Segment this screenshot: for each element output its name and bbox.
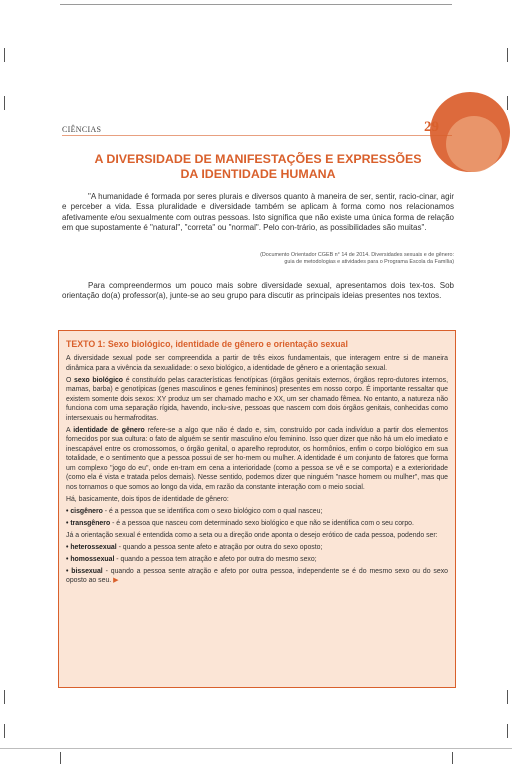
term-biological-sex: sexo biológico xyxy=(74,376,124,384)
term-homosexual: • homossexual xyxy=(66,555,115,563)
list-item-heterosexual: • heterossexual - quando a pessoa sente afeto e atração por outra do sexo oposto; xyxy=(66,543,323,551)
page-title xyxy=(62,152,454,182)
section-label: CIÊNCIAS xyxy=(62,125,102,134)
term-transgender: • transgênero xyxy=(66,519,111,527)
list-item-homosexual: • homossexual - quando a pessoa tem atração e afeto por outra do mesmo sexo; xyxy=(66,555,317,563)
paragraph-gender-identity: A identidade de gênero refere-se a algo que não é dado e, sim, construído por cada indivíduo a partir dos elementos fornecidos por sua cultura: o fato de alguém se sentir masculino e/ou feminino. Isso quer dizer que não há um elo imediato e inescapável entre os cromossomos, o órgão genital, o aparelho reprodutor, os hormônios, enfim o corpo biológico em sua totalidade, e o sentimento que a pessoa possui de ser ho-mem ou mulher. A identidade é um conjunto de fatores que forma um complexo "jogo do eu", onde en-tram em cena a interioridade (como a pessoa se vê e se comporta) e a exterioridade (como ela é vista e tratada pelos demais). Nesse sentido, podemos dizer que ninguém "nasce homem ou mulher", mas que nos tornamos o que somos ao longo da vida, em razão da constante interação com o meio social. xyxy=(66,426,448,491)
page-title-line-2: DA IDENTIDADE HUMANA xyxy=(180,167,336,181)
crop-mark xyxy=(4,48,5,62)
crop-mark xyxy=(60,752,61,764)
page-title-line-1: A DIVERSIDADE DE MANIFESTAÇÕES E EXPRESSÕES xyxy=(94,152,422,166)
paragraph-three-axes: A diversidade sexual pode ser compreendida a partir de três eixos fundamentais, que interagem entre si de maneira dinâmica para a vivência da sexualidade: o sexo biológico, a identidade de gênero e a orientação sexual. xyxy=(66,355,448,372)
list-item-cisgender: • cisgênero - é a pessoa que se identifica com o sexo biológico com o qual nasceu; xyxy=(66,507,323,515)
top-border-line xyxy=(60,4,452,5)
term-bisexual: • bissexual xyxy=(66,567,103,575)
crop-mark xyxy=(4,690,5,704)
crop-mark xyxy=(4,724,5,738)
list-item-bisexual: • bissexual - quando a pessoa sente atração e afeto por outra pessoa, independente se é do mesmo sexo ou do sexo oposto ao seu. ▶ xyxy=(66,567,448,584)
text-1-title: TEXTO 1: Sexo biológico, identidade de gênero e orientação sexual xyxy=(66,339,348,349)
header-rule xyxy=(62,135,452,136)
crop-mark xyxy=(507,724,508,738)
crop-mark xyxy=(507,48,508,62)
citation-line-1: (Documento Orientador CGEB n° 14 de 2014. Diversidades sexuais e de gênero: xyxy=(260,252,454,258)
paragraph-sexual-orientation: Já a orientação sexual é entendida como a seta ou a direção onde aponta o desejo erótico de cada pessoa, podendo ser: xyxy=(66,531,438,539)
list-item-transgender: • transgênero - é a pessoa que nasceu com determinado sexo biológico e que não se identifica com o seu corpo. xyxy=(66,519,414,527)
term-heterosexual: • heterossexual xyxy=(66,543,117,551)
crop-mark xyxy=(507,96,508,110)
continue-arrow-icon: ▶ xyxy=(113,577,119,584)
term-gender-identity: identidade de gênero xyxy=(73,426,145,434)
page-number: 29 xyxy=(424,119,439,135)
intro-paragraph: Para compreendermos um pouco mais sobre diversidade sexual, apresentamos dois tex-tos. Sob orientação do(a) professor(a), junte-se ao seu grupo para discutir as principais ideias presentes nos textos. xyxy=(62,281,454,301)
text-1-box xyxy=(58,330,456,688)
crop-mark xyxy=(4,96,5,110)
paragraph-biological-sex: O sexo biológico é constituído pelas características fenotípicas (órgãos genitais externos, órgãos repro-dutores internos, mamas, barba) e genotípicas (genes masculinos e genes femininos) presentes em nosso corpo. É importante ressaltar que existem somente dois sexos: XY produz um ser chamado macho e XX, um ser chamado fêmea. No entanto, a natureza não funciona com uma separação rígida, havendo, inclu-sive, pessoas que nascem com dois órgãos genitais, conhecidas como intersexuais ou hermafroditas. xyxy=(66,376,448,422)
opening-quote: "A humanidade é formada por seres plurais e diversos quanto à maneira de ser, sentir, racio-cinar, agir e perceber a vida. Essa pluralidade e diversidade também se aplicam à forma como nos relacionamos afetivamente e/ou sexualmente com outras pessoas. Isto significa que não existe uma única forma de relação em que supostamente é "natural", "correta" ou "normal". Pelo con-trário, as possibilidades são muitas". xyxy=(62,192,454,232)
decorative-circle-light xyxy=(446,116,502,172)
bottom-border-line xyxy=(0,748,512,749)
term-cisgender: • cisgênero xyxy=(66,507,103,515)
quote-citation xyxy=(62,252,454,266)
crop-mark xyxy=(507,690,508,704)
crop-mark xyxy=(452,752,453,764)
paragraph-identity-types: Há, basicamente, dois tipos de identidade de gênero: xyxy=(66,495,229,503)
citation-line-2: guia de metodologias e atividades para o Programa Escola da Família) xyxy=(284,259,454,265)
